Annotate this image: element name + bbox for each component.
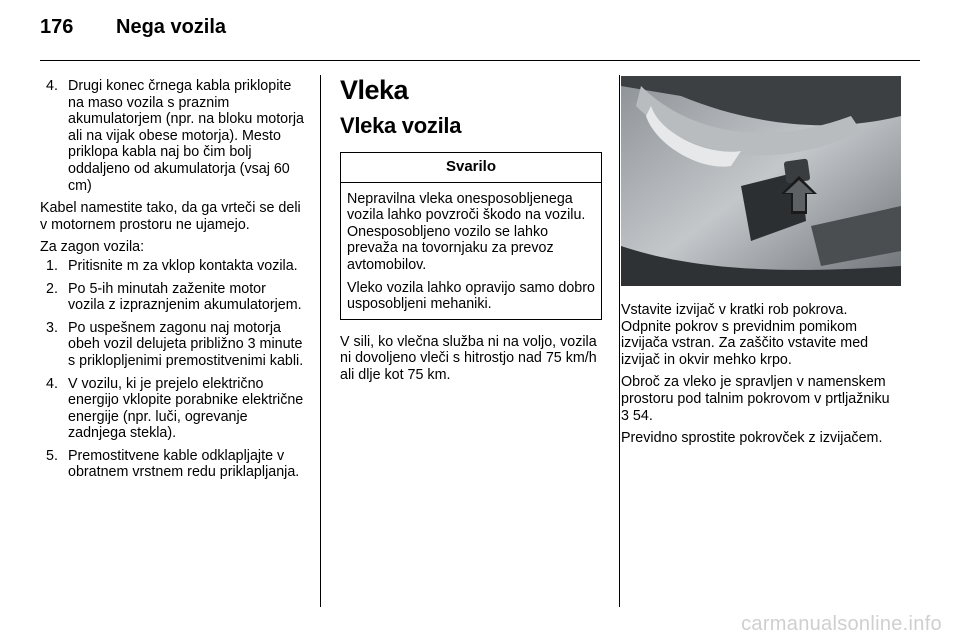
- watermark: carmanualsonline.info: [741, 613, 942, 635]
- list-item: [40, 320, 305, 370]
- list-item: [40, 376, 305, 442]
- paragraph: Vstavite izvijač v kratki rob pokrova. Odpnite pokrov s previdnim pomikom izvijača vstran. Za zaščito vstavite med izvijač in okvir mehko krpo.: [621, 302, 869, 368]
- paragraph: V sili, ko vlečna služba ni na voljo, vozila ni dovoljeno vleči s hitrostjo nad 75 km/h ali dlje kot 75 km.: [340, 333, 597, 383]
- list-item: [40, 258, 305, 275]
- column-divider-left: [320, 75, 321, 607]
- paragraph: Kabel namestite tako, da ga vrteči se deli v motornem prostoru ne ujamejo.: [40, 200, 301, 233]
- paragraph-text: 54.: [628, 407, 653, 424]
- page-reference-icon: 3: [621, 407, 629, 424]
- paragraph: [621, 374, 901, 424]
- bumper-illustration: [621, 76, 901, 286]
- warning-text: Vleko vozila lahko opravijo samo dobro usposobljeni mehaniki.: [347, 279, 595, 313]
- column-left: [40, 78, 305, 481]
- warning-body: [341, 183, 601, 319]
- steps-list: [40, 258, 305, 481]
- list-number: 4.: [46, 375, 58, 392]
- subsection-heading: Vleka vozila: [340, 113, 462, 138]
- paragraph: Za zagon vozila:: [40, 239, 145, 256]
- paragraph: Previdno sprostite pokrovček z izvijačem.: [621, 430, 883, 447]
- column-right: [621, 76, 901, 447]
- warning-title: Svarilo: [341, 153, 601, 183]
- list-text: Po 5-ih minutah zaženite motor vozila z izpraznjenim akumulatorjem.: [68, 280, 302, 314]
- power-symbol-icon: m: [126, 257, 139, 274]
- paragraph-text: Obroč za vleko je spravljen v namenskem prostoru pod talnim pokrovom v prtljažniku: [621, 374, 890, 407]
- column-divider-right: [619, 75, 620, 607]
- list-text: Pritisnite: [68, 257, 127, 274]
- car-front-bumper-photo: [621, 76, 901, 286]
- list-number: 2.: [46, 280, 58, 297]
- list-number: 4.: [46, 78, 58, 94]
- list-item: [40, 281, 305, 314]
- header-rule: [40, 60, 920, 61]
- list-text: Po uspešnem zagonu naj motorja obeh vozil delujeta približno 3 minute s priklopljenimi premostitvenimi kabli.: [68, 319, 304, 369]
- list-text: Drugi konec črnega kabla priklopite na maso vozila s praznim akumulatorjem (npr. na bloku motorja ali na vijak obese motorja). Mesto priklopa kabla naj bo čim bolj oddaljeno od akumulatorja (vsaj 60 cm): [68, 78, 305, 194]
- list-text: V vozilu, ki je prejelo električno energijo vklopite porabnike električne energije (npr. luči, ogrevanje zadnjega stekla).: [68, 375, 304, 442]
- warning-text: Nepravilna vleka onesposobljenega vozila lahko povzroči škodo na vozilu. Onesposobljeno vozilo se lahko prevaža na tovornjaku za prevoz avtomobilov.: [347, 190, 586, 273]
- column-middle: [340, 74, 602, 384]
- list-number: 1.: [46, 257, 58, 274]
- list-number: 5.: [46, 447, 58, 464]
- list-text: Premostitvene kable odklapljajte v obratnem vrstnem redu priklapljanja.: [68, 447, 300, 481]
- page-header: [40, 16, 226, 39]
- page-title: Nega vozila: [116, 16, 227, 38]
- page-number: 176: [40, 16, 74, 38]
- warning-box: [340, 152, 602, 320]
- list-number: 3.: [46, 319, 58, 336]
- list-text: za vklop kontakta vozila.: [138, 257, 298, 274]
- list-item: [40, 78, 305, 194]
- section-heading: Vleka: [340, 75, 409, 105]
- list-item: [40, 448, 305, 481]
